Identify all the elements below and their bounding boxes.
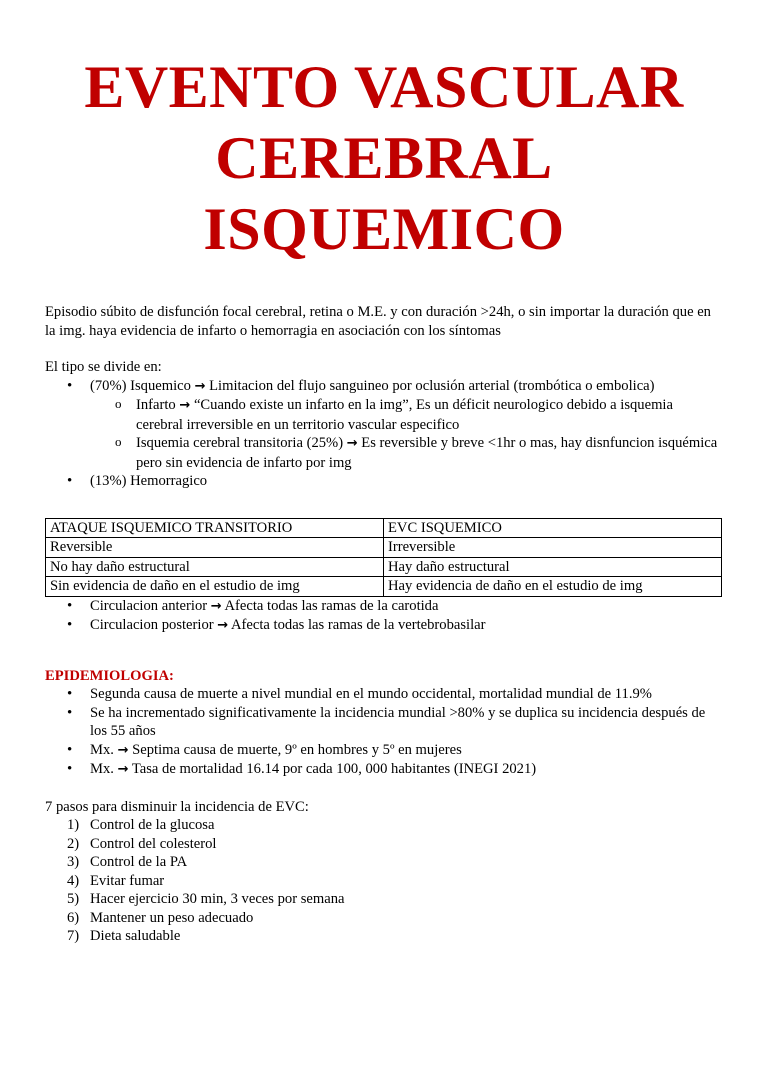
epi-text: Se ha incrementado significativamente la incidencia mundial >80% y se duplica su incidencia después de los 55 años: [90, 704, 706, 739]
step-text: Control de la PA: [90, 854, 188, 870]
list-item: [45, 816, 723, 835]
step-number: 6): [67, 909, 80, 926]
circulation-list: [45, 597, 723, 636]
step-text: Evitar fumar: [90, 872, 165, 889]
list-item-hemorrhagic: [45, 472, 723, 491]
sublist-item-transitoria: [90, 434, 723, 472]
circulation-desc: Afecta todas las ramas de la vertebrobasilar: [231, 617, 486, 633]
hemorrhagic-text: (13%) Hemorragico: [90, 473, 208, 489]
list-item: [45, 890, 723, 909]
table-header-row: [46, 518, 722, 538]
step-text: Control de la glucosa: [90, 817, 215, 833]
right-arrow-icon: →: [210, 598, 222, 614]
title-line-1: EVENTO VASCULAR: [84, 54, 684, 120]
infarto-label: Infarto: [136, 397, 176, 413]
types-list: [45, 377, 723, 491]
epi-label: Mx.: [90, 741, 114, 758]
epidemiology-heading: EPIDEMIOLOGIA:: [45, 667, 174, 684]
right-arrow-icon: →: [217, 618, 229, 633]
table-row: [46, 538, 722, 558]
table-header-cell: ATAQUE ISQUEMICO TRANSITORIO: [46, 518, 384, 538]
list-item-ischemic: [45, 377, 723, 473]
step-number: 7): [67, 928, 80, 944]
epidemiology-list: [45, 685, 723, 780]
table-row: [46, 577, 722, 597]
step-number: 1): [67, 817, 80, 833]
list-item: [45, 835, 723, 854]
list-item: [45, 872, 723, 891]
step-number: 5): [67, 891, 80, 907]
table-header-cell: EVC ISQUEMICO: [384, 518, 722, 538]
list-item: [45, 853, 723, 872]
list-item: [45, 741, 723, 761]
right-arrow-icon: →: [194, 378, 206, 394]
list-item: [45, 927, 723, 946]
circulation-desc: Afecta todas las ramas de la carotida: [224, 597, 439, 614]
types-heading: El tipo se divide en:: [45, 359, 162, 375]
transitoria-desc: Es reversible y breve <1hr o mas, hay disnfuncion isquémica pero sin evidencia de infarto por img: [136, 435, 718, 471]
epi-label: Mx.: [90, 761, 114, 777]
step-number: 2): [67, 835, 80, 852]
table-row: [46, 557, 722, 577]
epi-desc: Tasa de mortalidad 16.14 por cada 100, 000 habitantes (INEGI 2021): [131, 761, 537, 777]
list-item-circulation-anterior: [45, 597, 723, 617]
ischemic-desc: Limitacion del flujo sanguineo por oclusión arterial (trombótica o embolica): [209, 377, 655, 394]
table-cell: Irreversible: [384, 538, 722, 558]
table-cell: No hay daño estructural: [46, 557, 384, 577]
title-line-2: CEREBRAL: [215, 125, 553, 191]
sublist-item-infarto: [90, 396, 723, 434]
comparison-table: [45, 518, 722, 597]
document-page: [0, 52, 768, 1076]
table-cell: Sin evidencia de daño en el estudio de img: [46, 577, 384, 597]
ischemic-sublist: [90, 396, 723, 472]
epi-text: Segunda causa de muerte a nivel mundial en el mundo occidental, mortalidad mundial de 11.9%: [90, 686, 652, 702]
step-text: Dieta saludable: [90, 928, 181, 944]
infarto-desc: “Cuando existe un infarto en la img”, Es un déficit neurologico debido a isquemia cerebral irreversible en un territorio vascular especifico: [136, 397, 673, 433]
steps-list: [45, 816, 723, 946]
transitoria-label: Isquemia cerebral transitoria (25%): [136, 435, 344, 451]
circulation-label: Circulacion anterior: [90, 597, 208, 614]
epi-desc: Septima causa de muerte, 9º en hombres y 5º en mujeres: [132, 741, 462, 758]
right-arrow-icon: →: [179, 398, 191, 413]
right-arrow-icon: →: [117, 762, 129, 777]
list-item: [45, 704, 723, 741]
title-line-3: ISQUEMICO: [203, 196, 565, 262]
steps-heading: 7 pasos para disminuir la incidencia de EVC:: [45, 798, 309, 815]
right-arrow-icon: →: [346, 436, 358, 451]
step-number: 3): [67, 854, 80, 870]
intro-paragraph: Episodio súbito de disfunción focal cerebral, retina o M.E. y con duración >24h, o sin importar la duración que en la img. haya evidencia de infarto o hemorragia en asociación con los síntomas: [45, 304, 711, 339]
step-text: Control del colesterol: [90, 835, 217, 852]
list-item-circulation-posterior: [45, 616, 723, 636]
step-text: Hacer ejercicio 30 min, 3 veces por semana: [90, 891, 345, 907]
page-title: [45, 52, 723, 265]
ischemic-pct: (70%) Isquemico: [90, 377, 191, 394]
circulation-label: Circulacion posterior: [90, 617, 214, 633]
table-cell: Hay evidencia de daño en el estudio de img: [384, 577, 722, 597]
list-item: [45, 760, 723, 780]
right-arrow-icon: →: [117, 742, 129, 758]
table-cell: Hay daño estructural: [384, 557, 722, 577]
step-number: 4): [67, 872, 80, 889]
list-item: [45, 685, 723, 704]
step-text: Mantener un peso adecuado: [90, 909, 254, 926]
list-item: [45, 909, 723, 928]
table-cell: Reversible: [46, 538, 384, 558]
